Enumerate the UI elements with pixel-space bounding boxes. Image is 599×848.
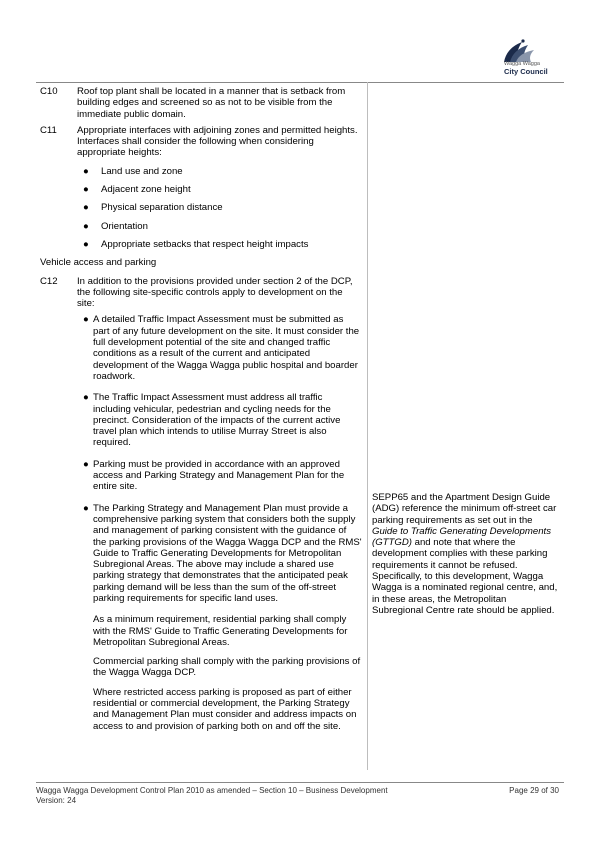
list-item-text: Adjacent zone height xyxy=(101,184,191,196)
clause-number: C10 xyxy=(40,86,58,97)
footer-rule xyxy=(36,782,564,783)
bullet-icon: ● xyxy=(83,165,89,177)
list-item xyxy=(77,314,362,382)
clause-number: C11 xyxy=(40,124,57,136)
clause-c10 xyxy=(40,86,362,120)
list-item xyxy=(77,239,362,250)
list-item xyxy=(77,221,362,232)
list-item-text: Parking must be provided in accordance with an approved access and Parking Strategy and Management Plan for the entire site. xyxy=(93,458,345,493)
explanatory-note xyxy=(372,492,560,616)
list-item-text: The Traffic Impact Assessment must address all traffic including vehicular, pedestrian and cycling needs for the precinct. Consideration of the impacts of the current active travel plan which intends to utilise Murray Street is also required. xyxy=(93,392,341,449)
list-item xyxy=(77,392,362,448)
paragraph: Where restricted access parking is proposed as part of either residential or commercial development, the Parking Strategy and Management Plan must consider and address impacts on access to and provision of parking both on and off the site. xyxy=(93,686,357,732)
column-divider xyxy=(367,82,368,770)
logo-text-wagga: Wagga Wagga xyxy=(504,61,540,67)
clause-text: In addition to the provisions provided under section 2 of the DCP, the following site-specific controls apply to development on the site: xyxy=(77,275,353,310)
list-item-text: Land use and zone xyxy=(101,165,183,177)
clause-text: Roof top plant shall be located in a manner that is setback from building edges and screened so as not to be visible from the immediate public domain. xyxy=(77,86,346,120)
logo-text-council: City Council xyxy=(504,67,548,76)
footer-version: Version: 24 xyxy=(36,796,77,805)
council-logo xyxy=(488,38,560,80)
list-item-text: The Parking Strategy and Management Plan must provide a comprehensive parking system that considers both the supply and management of parking consistent with the guidance of the parking provisions of the Wagga Wagga DCP and the RMS' Guide to Traffic Generating Developments for Metropolitan Subregional Areas. The above may include a shared use parking strategy that demonstrates that the anticipated peak parking demand will be less than the sum of the off-street parking requirements for specific land uses. xyxy=(93,502,362,604)
footer-page-number: Page 29 of 30 xyxy=(509,786,559,795)
sub-paragraphs xyxy=(93,614,362,732)
bullet-icon: ● xyxy=(83,314,89,326)
list-item xyxy=(77,459,362,493)
bullet-icon: ● xyxy=(83,184,89,196)
paragraph: As a minimum requirement, residential parking shall comply with the RMS' Guide to Traffic Generating Developments for Metropolitan Subregional Areas. xyxy=(93,614,348,648)
note-guide-title: Guide to Traffic Generating Developments (GTTGD) xyxy=(372,525,551,549)
paragraph: Commercial parking shall comply with the parking provisions of the Wagga Wagga DCP. xyxy=(93,656,361,679)
footer-doc-title: Wagga Wagga Development Control Plan 2010 as amended – Section 10 – Business Development xyxy=(36,786,388,795)
bullet-icon: ● xyxy=(83,238,89,250)
section-heading: Vehicle access and parking xyxy=(40,257,157,269)
bullet-icon: ● xyxy=(83,502,89,514)
list-item-text: Appropriate setbacks that respect height impacts xyxy=(101,238,309,250)
list-item xyxy=(77,503,362,605)
bullet-icon: ● xyxy=(83,202,89,214)
clause-c12 xyxy=(40,276,362,732)
note-text: SEPP65 and the Apartment Design Guide (ADG) reference the minimum off-street car parking requirements as set out in the xyxy=(372,492,557,526)
bullet-icon: ● xyxy=(83,220,89,232)
note-text: and note that where the development complies with these parking requirements it cannot be refused. Specifically, to this development, Wagga Wagga is a nominated regional centre, and, in these areas, the Metropolitan Subregional Centre rate should be applied. xyxy=(372,537,558,616)
bullet-icon: ● xyxy=(83,392,89,404)
clause-c11 xyxy=(40,125,362,250)
clause-number: C12 xyxy=(40,275,58,287)
clause-text: Appropriate interfaces with adjoining zones and permitted heights. Interfaces shall consider the following when considering appropriate heights: xyxy=(77,124,358,159)
list-item-text: Physical separation distance xyxy=(101,202,223,214)
header-rule xyxy=(36,82,564,83)
controls-column xyxy=(40,86,362,740)
list-item xyxy=(77,184,362,195)
list-item xyxy=(77,202,362,213)
list-item xyxy=(77,166,362,177)
list-item-text: A detailed Traffic Impact Assessment must be submitted as part of any future development on the site. It must consider the full development potential of the site and changed traffic conditions as a result of the current and anticipated development of the Wagga Wagga public hospital and boarder roadwork. xyxy=(93,314,360,382)
list-item-text: Orientation xyxy=(101,220,148,232)
bullet-icon: ● xyxy=(83,458,89,470)
